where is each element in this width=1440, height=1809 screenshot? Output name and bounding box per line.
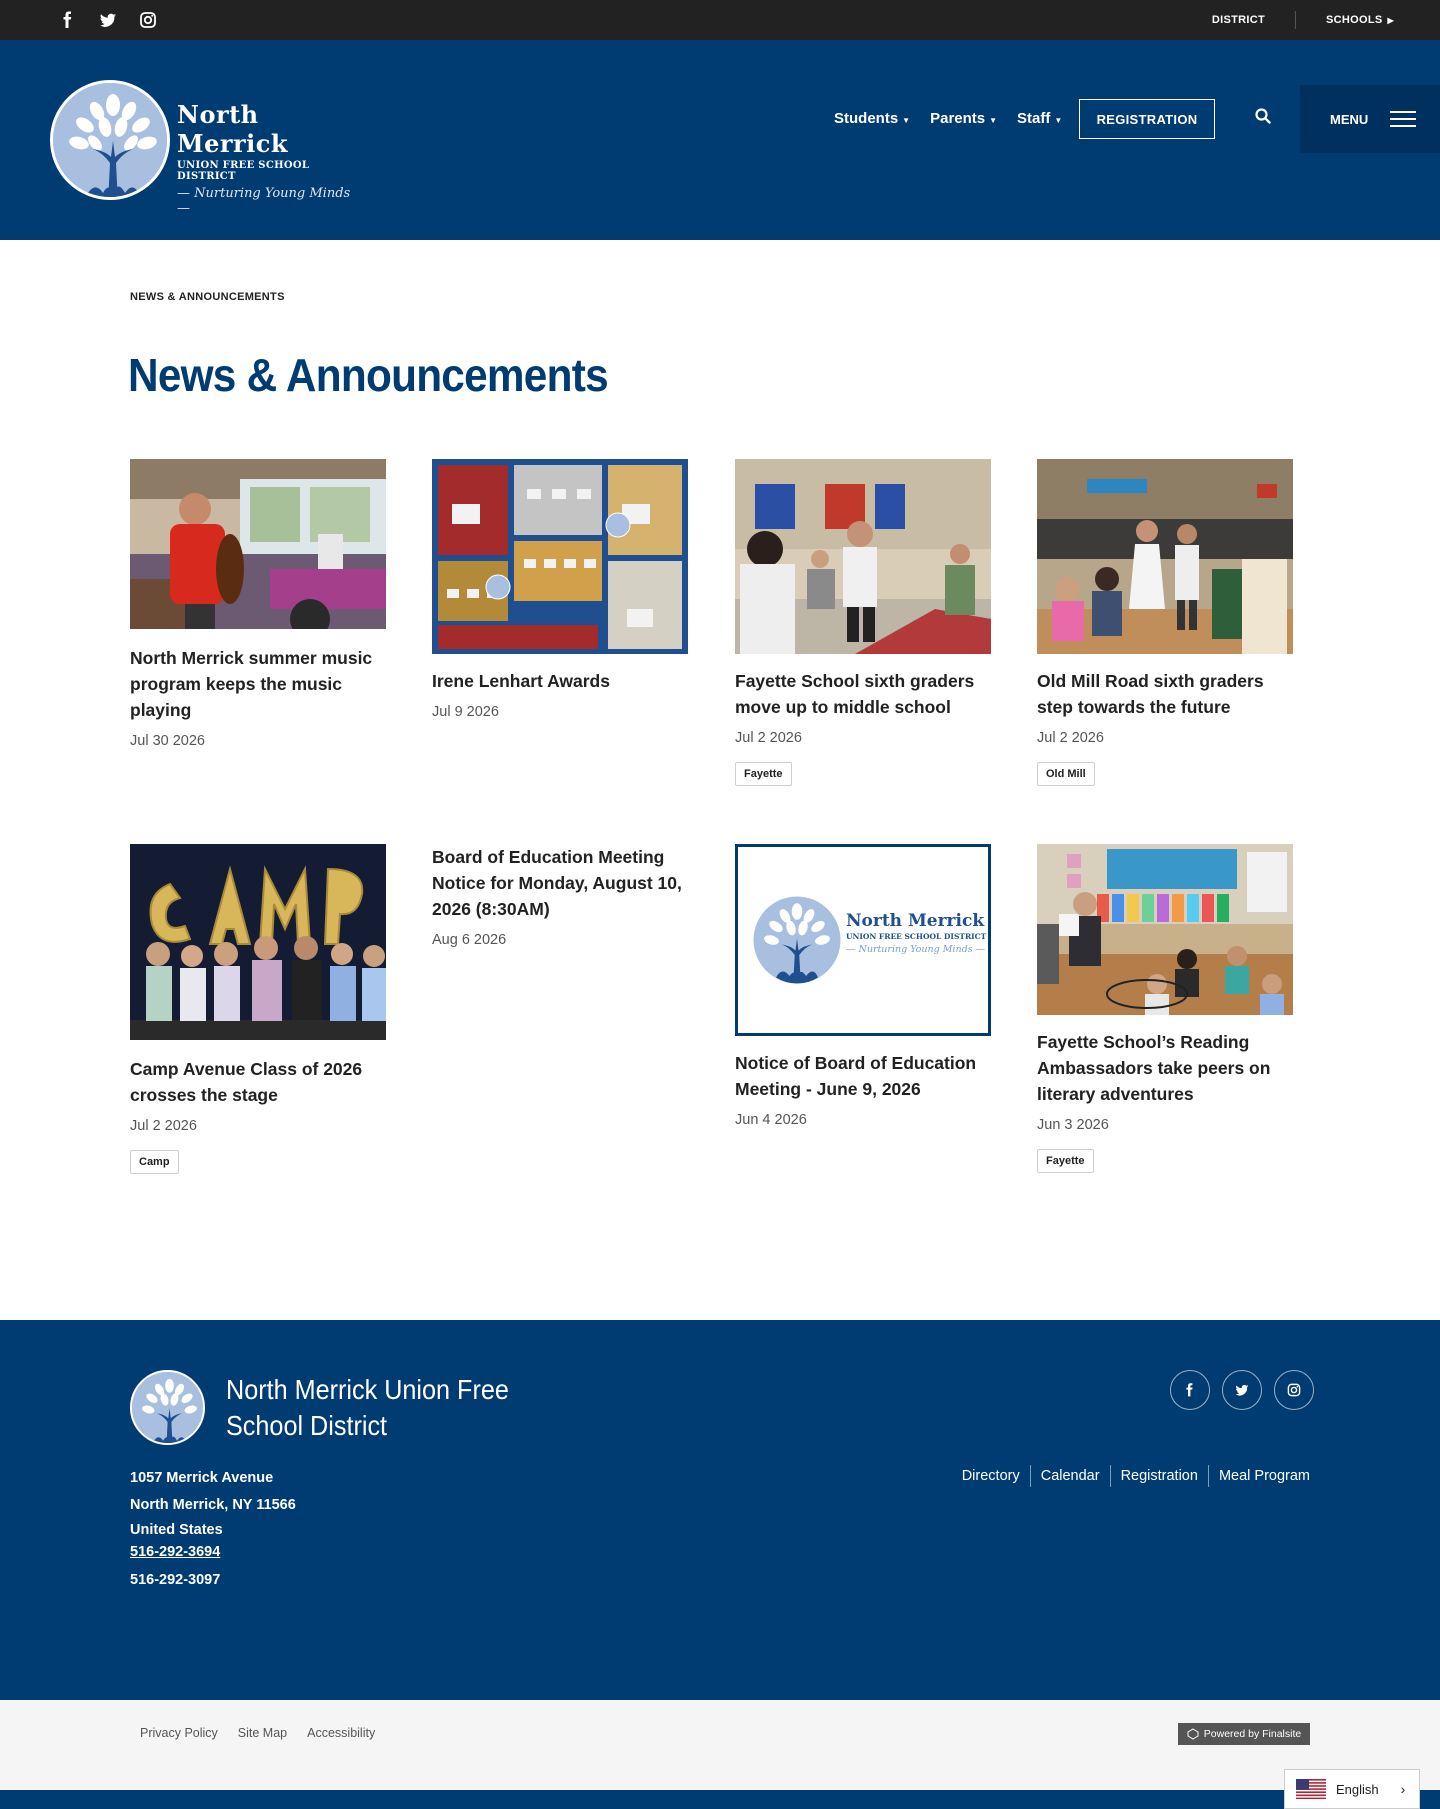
card-logo-tagline: — Nurturing Young Minds —: [846, 944, 986, 955]
nav-parents-label: Parents: [930, 109, 986, 127]
phone-link[interactable]: 516-292-3694: [130, 1544, 221, 1560]
utility-bar: [0, 0, 1440, 40]
page-title: News & Announcements: [128, 349, 608, 401]
news-date: Jul 2 2026: [130, 1118, 197, 1134]
logo-tagline: — Nurturing Young Minds —: [177, 186, 351, 216]
instagram-icon[interactable]: [138, 10, 158, 30]
utility-divider: [1295, 11, 1296, 29]
news-date: Jul 30 2026: [130, 733, 205, 749]
powered-by-label: Powered by Finalsite: [1203, 1728, 1302, 1740]
news-title[interactable]: Irene Lenhart Awards: [432, 671, 610, 691]
address-street: 1057 Merrick Avenue: [130, 1470, 274, 1486]
nav-students[interactable]: [834, 110, 910, 127]
tree-emblem-icon: [752, 895, 842, 985]
news-card[interactable]: [735, 459, 997, 786]
footer-address: [130, 1465, 296, 1594]
news-title[interactable]: Board of Education Meeting Notice for Monday, August 10, 2026 (8:30AM): [432, 847, 682, 919]
facebook-icon[interactable]: [1170, 1370, 1210, 1410]
footer-logo[interactable]: [130, 1370, 205, 1445]
news-date: Jul 2 2026: [1037, 730, 1104, 746]
footer-link-directory[interactable]: Directory: [961, 1468, 1020, 1484]
news-date: Aug 6 2026: [432, 932, 507, 948]
finalsite-icon: [1187, 1728, 1199, 1740]
district-logo[interactable]: [50, 80, 360, 216]
news-title[interactable]: Camp Avenue Class of 2026 crosses the stage: [130, 1059, 363, 1105]
news-date: Jun 4 2026: [735, 1112, 807, 1128]
breadcrumb[interactable]: NEWS & ANNOUNCEMENTS: [130, 291, 285, 303]
footer-links: [952, 1465, 1310, 1487]
news-photo[interactable]: [1037, 459, 1293, 654]
footer-link-meal-program[interactable]: Meal Program: [1208, 1465, 1310, 1487]
language-label: English: [1336, 1781, 1379, 1797]
nav-parents[interactable]: [930, 110, 997, 127]
footer-social-links: [1170, 1370, 1314, 1410]
school-tag[interactable]: Old Mill: [1037, 762, 1095, 786]
search-icon[interactable]: [1254, 107, 1276, 129]
utility-links: [1212, 0, 1394, 40]
caret-down-icon: ▼: [902, 115, 911, 125]
news-card[interactable]: [432, 844, 702, 948]
news-photo[interactable]: [735, 459, 991, 654]
news-photo[interactable]: [735, 844, 991, 1036]
us-flag-icon: [1296, 1779, 1326, 1799]
news-date: Jul 2 2026: [735, 730, 802, 746]
news-title[interactable]: North Merrick summer music program keeps the music playing: [130, 648, 373, 720]
news-card[interactable]: [1037, 844, 1299, 1173]
caret-down-icon: ▼: [989, 115, 998, 125]
site-header: [0, 40, 1440, 240]
footer-link-calendar[interactable]: Calendar: [1030, 1465, 1110, 1487]
schools-label: SCHOOLS: [1326, 14, 1383, 26]
caret-down-icon: ▼: [1054, 115, 1063, 125]
news-card[interactable]: [130, 844, 392, 1174]
menu-label: MENU: [1330, 111, 1369, 127]
sub-footer: [0, 1700, 1440, 1790]
fax-number: 516-292-3097: [130, 1572, 221, 1588]
address-city: North Merrick, NY 11566: [130, 1497, 296, 1513]
news-date: Jul 9 2026: [432, 704, 499, 720]
news-card[interactable]: [1037, 459, 1299, 786]
news-photo[interactable]: [130, 459, 386, 629]
logo-line-2: UNION FREE SCHOOL DISTRICT: [177, 160, 310, 182]
address-country: United States: [130, 1522, 223, 1538]
news-card[interactable]: [130, 459, 392, 749]
bottom-strip: [0, 1790, 1440, 1809]
main-nav: [834, 98, 1062, 138]
news-card[interactable]: [735, 844, 997, 1128]
news-photo[interactable]: [130, 844, 386, 1040]
legal-links: [140, 1726, 375, 1740]
card-logo-wordmark: [846, 911, 986, 955]
schools-link[interactable]: [1326, 14, 1394, 26]
news-photo[interactable]: [432, 459, 688, 654]
news-title[interactable]: Fayette School’s Reading Ambassadors take peers on literary adventures: [1037, 1032, 1271, 1104]
site-footer: [0, 1320, 1440, 1700]
header-social-links: [58, 0, 158, 40]
twitter-icon[interactable]: [1222, 1370, 1262, 1410]
news-card[interactable]: [432, 459, 694, 720]
district-link[interactable]: DISTRICT: [1211, 14, 1266, 26]
language-selector[interactable]: [1284, 1769, 1420, 1809]
news-title[interactable]: Fayette School sixth graders move up to middle school: [735, 671, 975, 717]
news-photo[interactable]: [1037, 844, 1293, 1015]
accessibility-link[interactable]: Accessibility: [307, 1726, 376, 1740]
logo-wordmark: [177, 100, 360, 216]
school-tag[interactable]: Camp: [130, 1150, 179, 1174]
facebook-icon[interactable]: [58, 10, 78, 30]
chevron-right-icon: ›: [1400, 1781, 1406, 1797]
nav-staff-label: Staff: [1017, 109, 1051, 127]
instagram-icon[interactable]: [1274, 1370, 1314, 1410]
caret-right-icon: ▶: [1387, 16, 1394, 25]
news-title[interactable]: Notice of Board of Education Meeting - June 9, 2026: [735, 1053, 977, 1099]
site-map-link[interactable]: Site Map: [237, 1726, 288, 1740]
card-logo-line-2: UNION FREE SCHOOL DISTRICT: [846, 932, 987, 941]
powered-by-badge[interactable]: [1178, 1723, 1310, 1745]
twitter-icon[interactable]: [98, 10, 118, 30]
registration-button[interactable]: REGISTRATION: [1079, 99, 1215, 139]
school-tag[interactable]: Fayette: [1037, 1149, 1094, 1173]
news-title[interactable]: Old Mill Road sixth graders step towards the future: [1037, 671, 1264, 717]
footer-link-registration[interactable]: Registration: [1110, 1465, 1208, 1487]
logo-line-1: North Merrick: [177, 100, 288, 158]
tree-emblem-icon: [50, 80, 170, 200]
privacy-policy-link[interactable]: Privacy Policy: [140, 1726, 218, 1740]
nav-staff[interactable]: [1017, 110, 1062, 127]
nav-students-label: Students: [834, 109, 899, 127]
news-date: Jun 3 2026: [1037, 1117, 1109, 1133]
card-logo-line-1: North Merrick: [846, 911, 985, 931]
footer-district-name: North Merrick Union Free School District: [226, 1374, 509, 1441]
hamburger-icon: [1390, 111, 1416, 127]
school-tag[interactable]: Fayette: [735, 762, 792, 786]
menu-button[interactable]: [1300, 85, 1440, 153]
